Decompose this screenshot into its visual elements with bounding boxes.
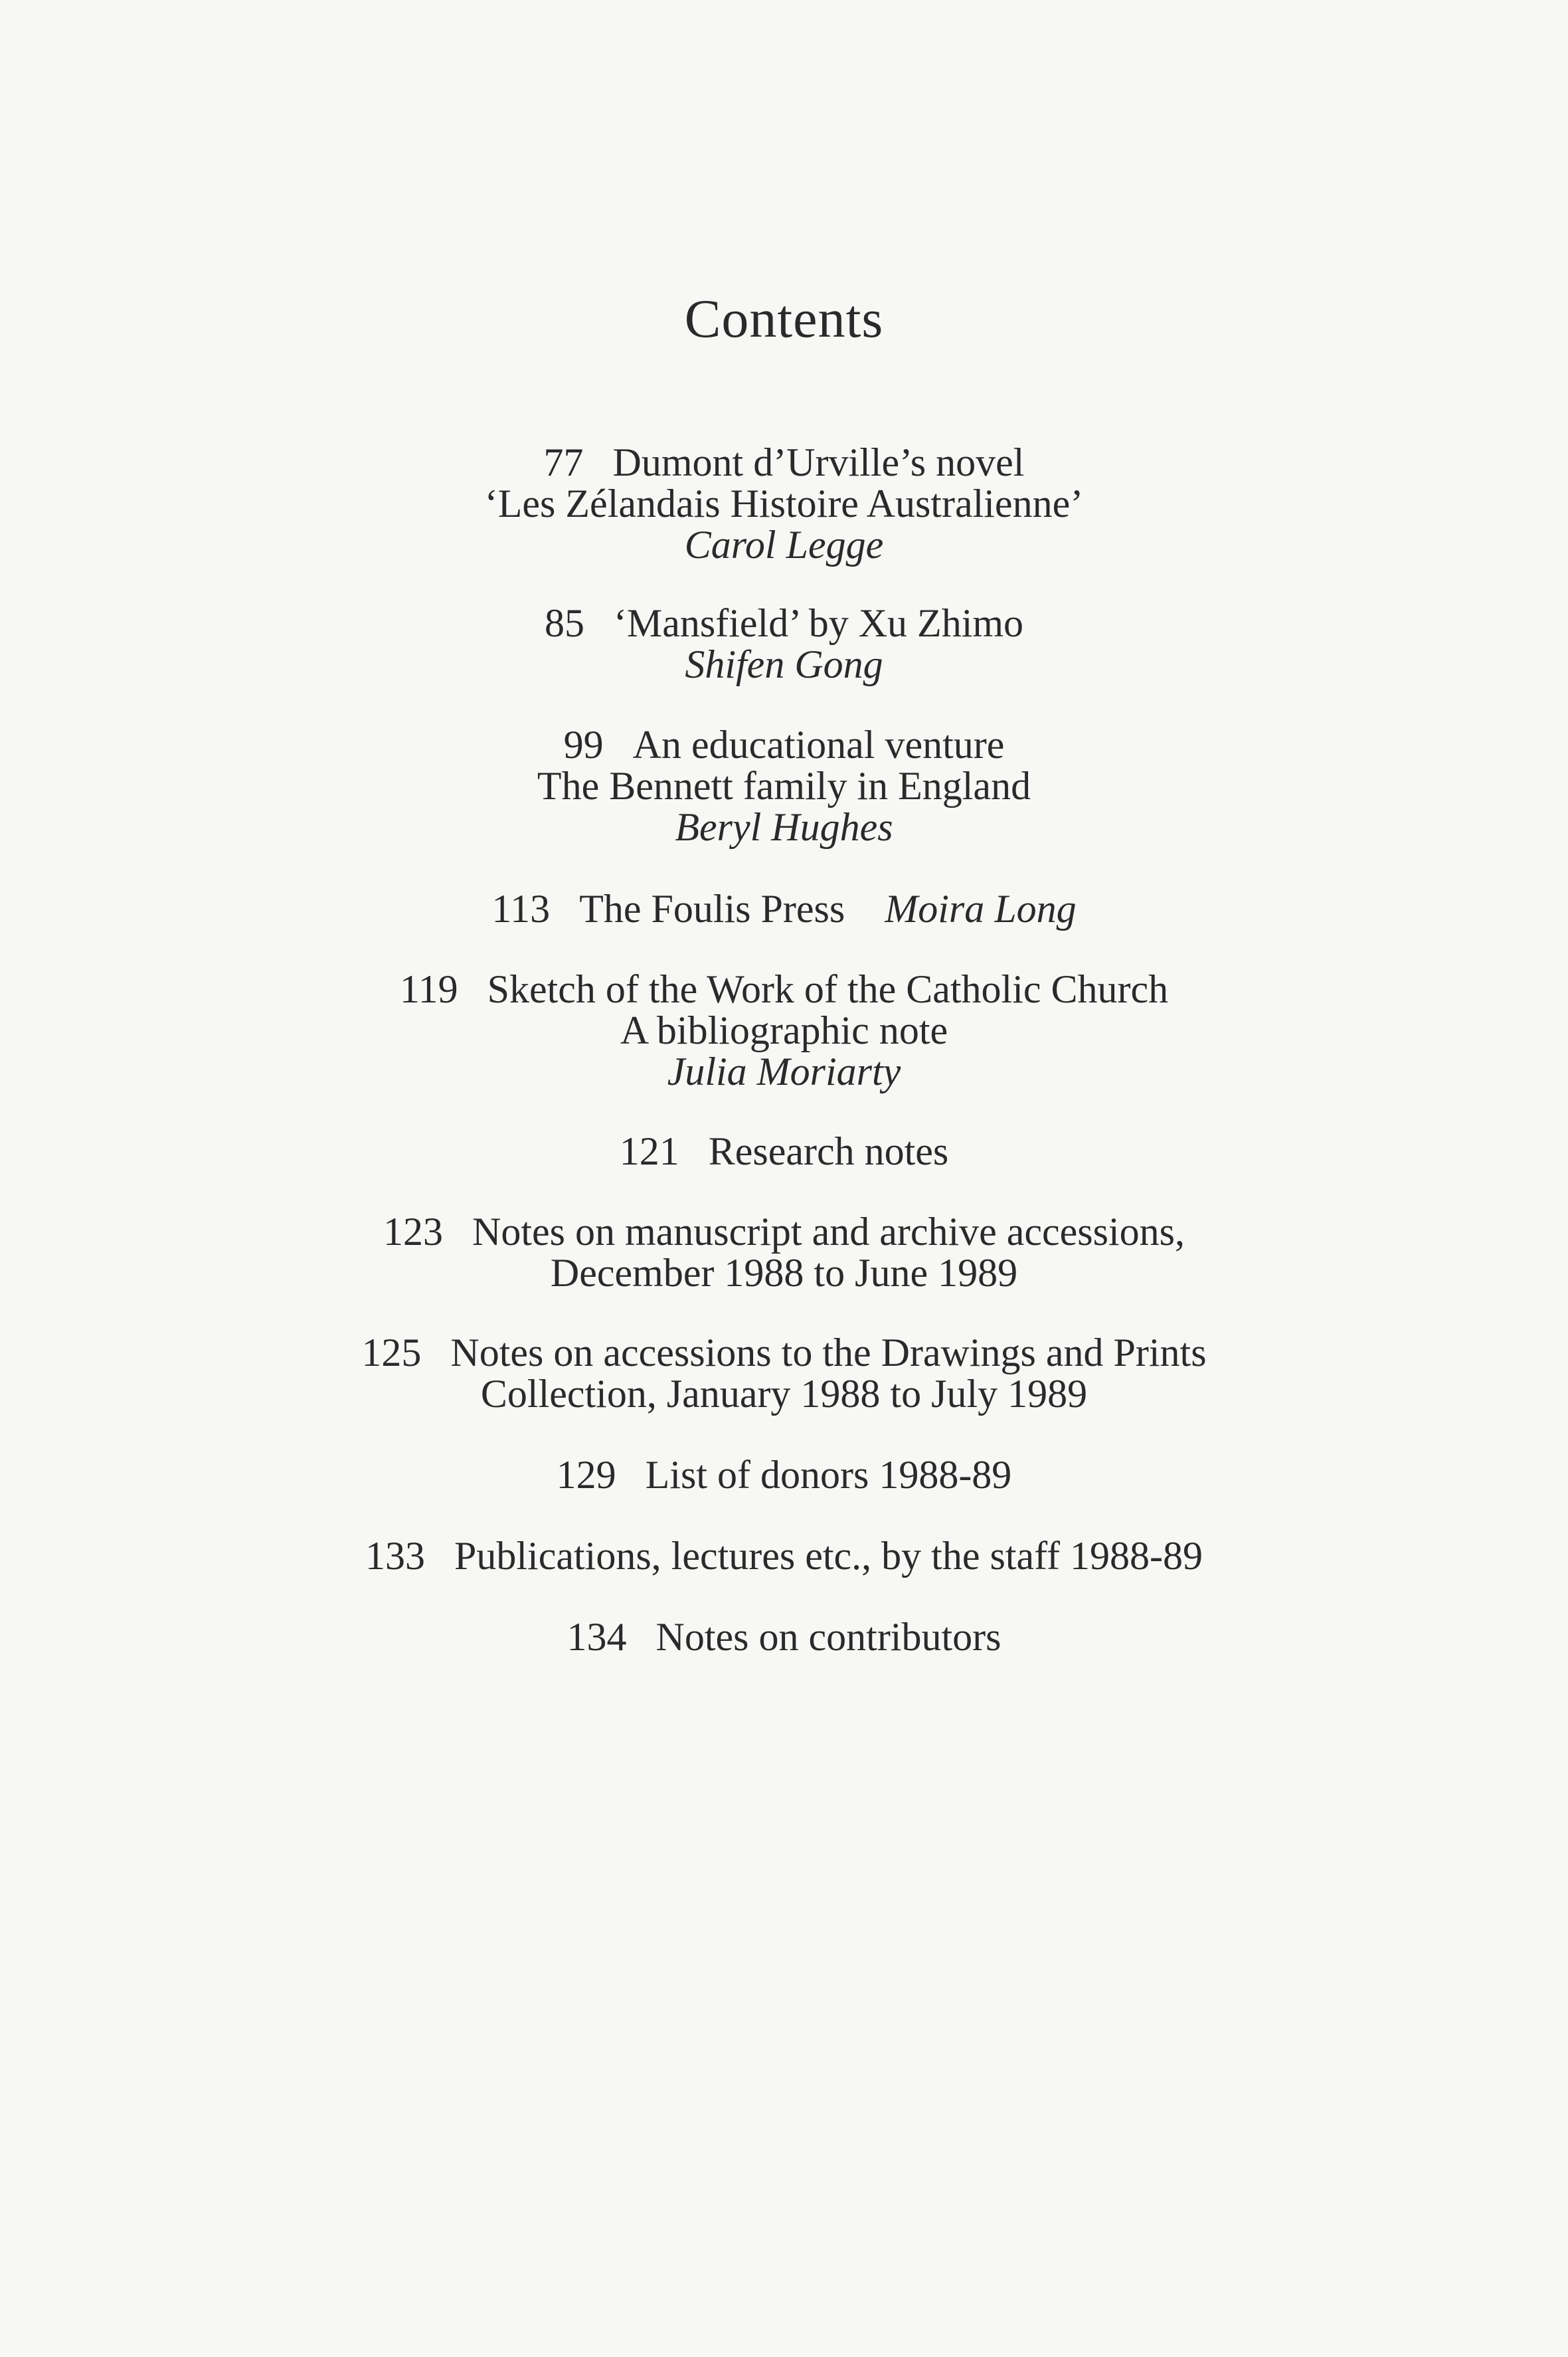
entry-subtitle: A bibliographic note <box>620 1008 948 1052</box>
entry-title: Notes on contributors <box>655 1615 1002 1659</box>
page-number: 77 <box>543 440 584 484</box>
toc-entry[interactable] <box>0 1535 1568 1576</box>
entry-title: Research notes <box>708 1129 949 1173</box>
page-number: 134 <box>566 1615 627 1659</box>
entry-author: Moira Long <box>885 887 1077 931</box>
entry-author: Carol Legge <box>684 523 884 567</box>
entry-author: Julia Moriarty <box>667 1050 901 1093</box>
toc-entry[interactable] <box>0 603 1568 685</box>
toc-entry[interactable] <box>0 1211 1568 1293</box>
toc-entry[interactable] <box>0 1616 1568 1657</box>
entry-subtitle: Collection, January 1988 to July 1989 <box>480 1372 1088 1416</box>
page-number: 125 <box>361 1331 422 1374</box>
toc-entry[interactable] <box>0 1131 1568 1172</box>
entry-title: Dumont d’Urville’s novel <box>612 440 1025 484</box>
page-number: 119 <box>399 967 458 1011</box>
page-number: 85 <box>544 601 584 645</box>
entry-subtitle: The Bennett family in England <box>537 764 1031 808</box>
entry-title: Notes on manuscript and archive accessions, <box>472 1210 1185 1254</box>
toc-entry[interactable] <box>0 724 1568 848</box>
entry-author: Shifen Gong <box>685 642 883 686</box>
entry-subtitle: ‘Les Zélandais Histoire Australienne’ <box>484 482 1084 525</box>
page-number: 133 <box>365 1534 426 1578</box>
entry-title: Publications, lectures etc., by the staff 1988-89 <box>454 1534 1203 1578</box>
entry-title: List of donors 1988-89 <box>645 1453 1012 1497</box>
toc-entry[interactable] <box>0 1332 1568 1414</box>
entry-subtitle: December 1988 to June 1989 <box>550 1251 1018 1295</box>
toc-entry[interactable] <box>0 888 1568 929</box>
entry-title: The Foulis Press <box>579 887 845 931</box>
entry-author: Beryl Hughes <box>675 805 893 849</box>
page-number: 113 <box>491 887 551 931</box>
entry-title: Notes on accessions to the Drawings and Prints <box>450 1331 1207 1374</box>
toc-entry[interactable] <box>0 1454 1568 1495</box>
entry-title: Sketch of the Work of the Catholic Church <box>487 967 1169 1011</box>
entry-title: An educational venture <box>632 723 1005 767</box>
page-number: 99 <box>563 723 604 767</box>
page-number: 129 <box>556 1453 616 1497</box>
toc-entry[interactable] <box>0 442 1568 565</box>
entry-title: ‘Mansfield’ by Xu Zhimo <box>613 601 1024 645</box>
toc-entry[interactable] <box>0 969 1568 1092</box>
page-number: 123 <box>383 1210 443 1254</box>
page-number: 121 <box>619 1129 679 1173</box>
page-title: Contents <box>684 288 884 349</box>
